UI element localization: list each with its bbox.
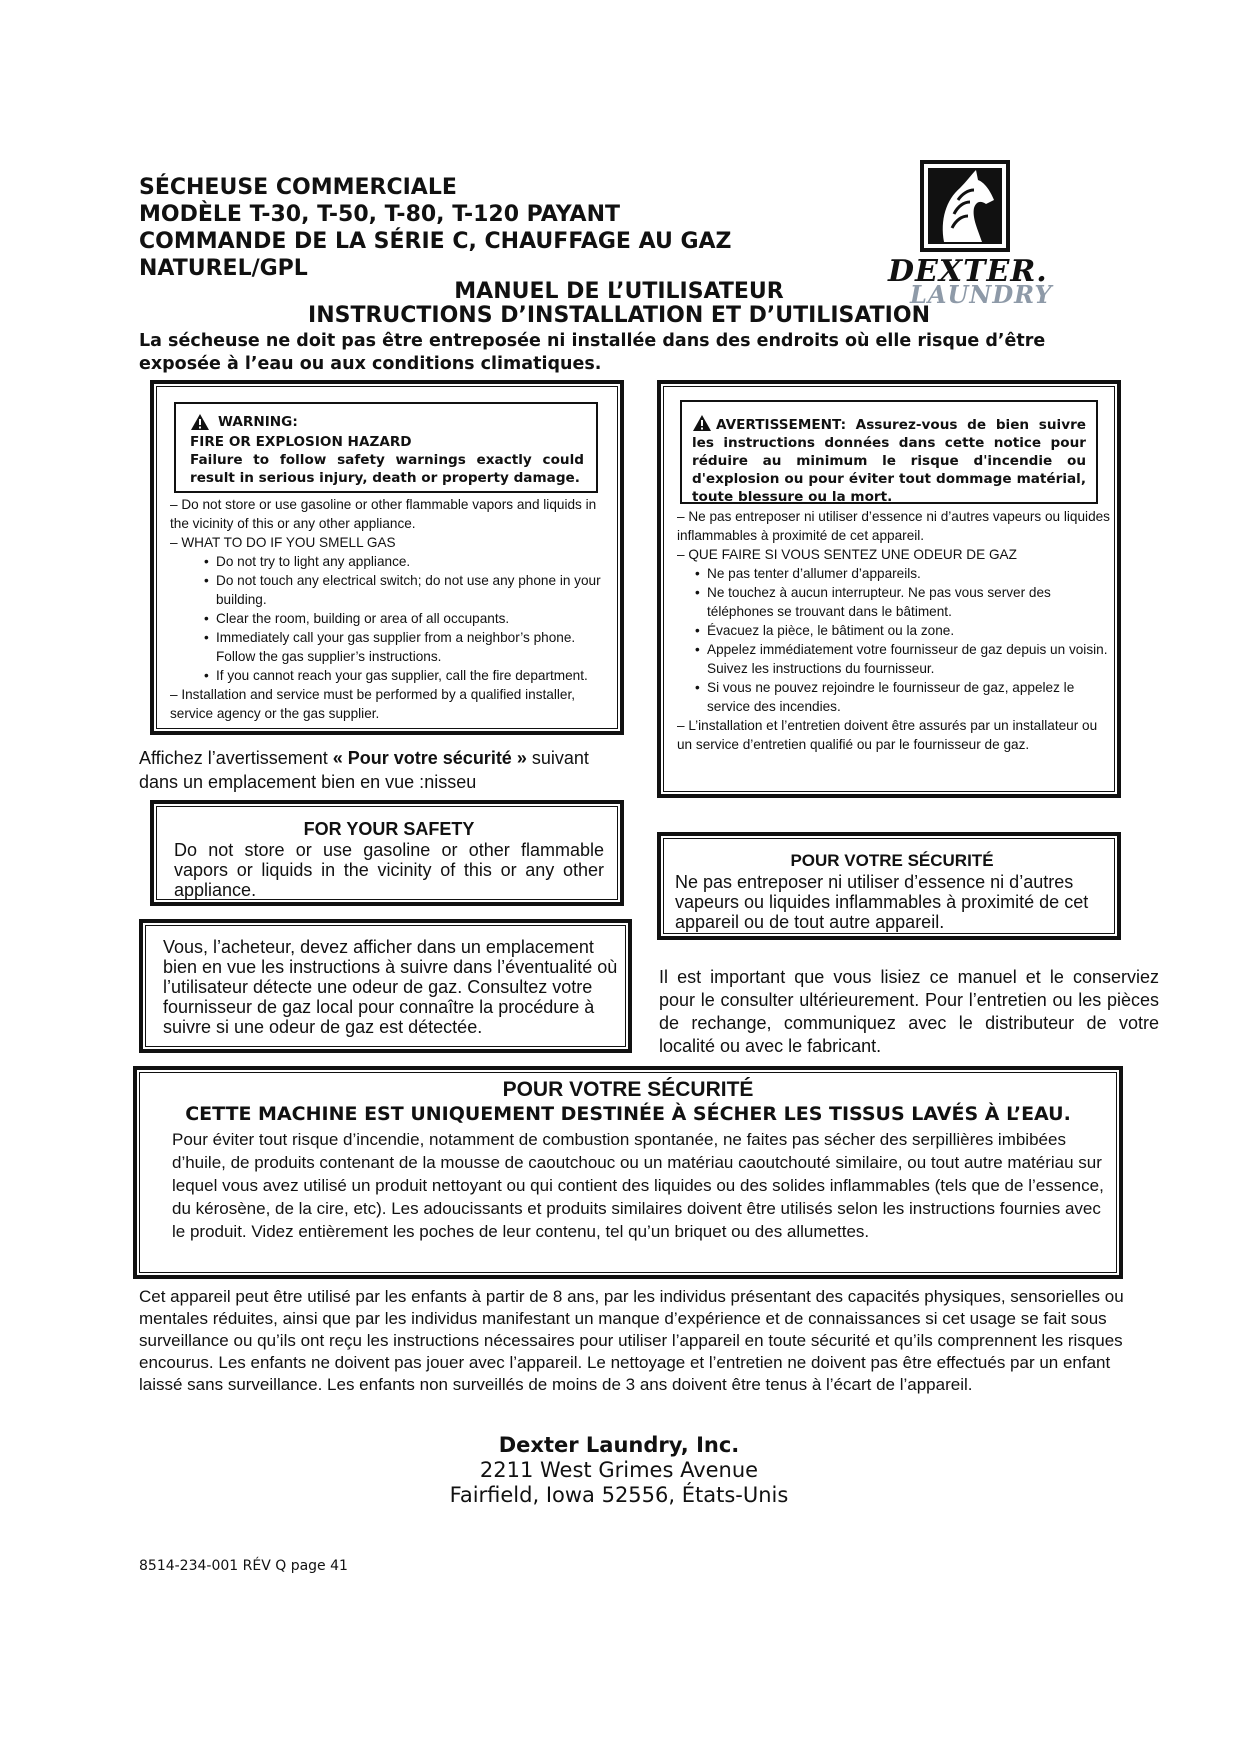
list-item: • Appelez immédiatement votre fournisseur de gaz depuis un voisin. Suivez les instructions du fournisseur. bbox=[683, 640, 1113, 678]
warning-title-en: WARNING: bbox=[218, 414, 298, 430]
list-item: • Clear the room, building or area of all occupants. bbox=[192, 609, 610, 628]
warning-body-en bbox=[170, 495, 610, 723]
company-name: Dexter Laundry, Inc. bbox=[498, 1433, 740, 1457]
display-note-after: suivant dans un emplacement bien en vue :nisseu bbox=[139, 748, 589, 792]
safety-body-fr: Ne pas entreposer ni utiliser d’essence ni d’autres vapeurs ou liquides inflammables à proximité de cet appareil ou de tout autre appareil. bbox=[675, 872, 1089, 932]
warning-header-en bbox=[174, 402, 598, 493]
buyer-body: Vous, l’acheteur, devez afficher dans un emplacement bien en vue les instructions à suivre dans l’éventualité où l’utilisateur détecte une odeur de gaz. Consultez votre fournisseur de gaz local pour connaître la procédure à suivre si une odeur de gaz est détectée. bbox=[163, 937, 618, 1037]
big-safety-body: Pour éviter tout risque d’incendie, notamment de combustion spontanée, ne faites pas sécher des serpillières imbibées d’huile, de produits contenant de la mousse de caoutchouc ou un matériau caoutchouté similaire, ou tout autre matériau sur lequel vous avez utilisé un produit nettoyant ou qui contient des liquides ou des solides inflammables (tels que de l’essence, du kérosène, de la cire, etc). Les adoucissants et produits similaires doivent être utilisés selon les instructions fournies avec le produit. Videz entièrement les poches de leur contenu, tel qu’un briquet ou des allumettes. bbox=[172, 1130, 1104, 1241]
list-item: • Si vous ne pouvez rejoindre le fournisseur de gaz, appelez le service des incendies. bbox=[683, 678, 1113, 716]
warning-line3-fr: – L’installation et l’entretien doivent être assurés par un installateur ou un service d’entretien qualifié ou par le fournisseur de gaz. bbox=[677, 718, 1098, 752]
display-note bbox=[139, 746, 629, 794]
list-item: • Évacuez la pièce, le bâtiment ou la zone. bbox=[683, 621, 1113, 640]
display-note-emph: « Pour votre sécurité » bbox=[332, 748, 527, 768]
title-line-1: SÉCHEUSE COMMERCIALE bbox=[139, 175, 457, 200]
warning-line2-en: – WHAT TO DO IF YOU SMELL GAS bbox=[170, 535, 396, 550]
manual-line-1: MANUEL DE L’UTILISATEUR bbox=[454, 279, 784, 304]
list-item: • Immediately call your gas supplier from a neighbor’s phone. Follow the gas supplier’s instructions. bbox=[192, 628, 610, 666]
warning-triangle-icon bbox=[692, 414, 712, 432]
safety-body-en: Do not store or use gasoline or other flammable vapors or liquids in the vicinity of this or any other appliance. bbox=[174, 840, 604, 900]
warning-line1-fr: – Ne pas entreposer ni utiliser d’essence ni d’autres vapeurs ou liquides inflammables à proximité de cet appareil. bbox=[677, 509, 1110, 543]
list-item: • Ne pas tenter d’allumer d’appareils. bbox=[683, 564, 1113, 583]
safety-title-fr: POUR VOTRE SÉCURITÉ bbox=[790, 851, 994, 870]
warning-hazard-en: FIRE OR EXPLOSION HAZARD bbox=[190, 434, 412, 450]
manual-title bbox=[139, 280, 1099, 328]
list-item: • Do not touch any electrical switch; do not use any phone in your building. bbox=[192, 571, 610, 609]
warning-line2-fr: – QUE FAIRE SI VOUS SENTEZ UNE ODEUR DE GAZ bbox=[677, 547, 1017, 562]
title-block bbox=[139, 174, 899, 282]
buyer-box bbox=[139, 919, 632, 1053]
warning-bullets-en bbox=[170, 552, 610, 685]
manual-line-2: INSTRUCTIONS D’INSTALLATION ET D’UTILISATION bbox=[308, 303, 930, 328]
street-address: 2211 West Grimes Avenue bbox=[479, 1458, 759, 1482]
title-line-2: MODÈLE T-30, T-50, T-80, T-120 PAYANT bbox=[139, 202, 620, 227]
list-item: • If you cannot reach your gas supplier, call the fire department. bbox=[192, 666, 610, 685]
title-line-3: COMMANDE DE LA SÉRIE C, CHAUFFAGE AU GAZ NATUREL/GPL bbox=[139, 229, 732, 281]
logo-dexter-text: DEXTER. bbox=[888, 254, 1048, 289]
warning-triangle-icon bbox=[190, 413, 210, 431]
dexter-logo bbox=[880, 160, 1060, 309]
safety-title-en: FOR YOUR SAFETY bbox=[303, 819, 475, 839]
safety-box-fr bbox=[657, 832, 1121, 940]
warning-bullets-fr bbox=[677, 564, 1113, 716]
warning-body-fr bbox=[677, 507, 1113, 754]
storage-warning: La sécheuse ne doit pas être entreposée ni installée dans des endroits où elle risque d’être exposée à l’eau ou aux conditions climatiques. bbox=[139, 331, 1046, 374]
keep-manual-note: Il est important que vous lisiez ce manuel et le conserviez pour le consulter ultérieurement. Pour l’entretien ou les pièces de rechange, communiquez avec le distributeur de votre localité ou avec le fabricant. bbox=[659, 967, 1159, 1056]
list-item: • Do not try to light any appliance. bbox=[192, 552, 610, 571]
big-safety-title: POUR VOTRE SÉCURITÉ bbox=[502, 1078, 754, 1101]
warning-line3-en: – Installation and service must be performed by a qualified installer, service agency or the gas supplier. bbox=[170, 687, 576, 721]
children-note: Cet appareil peut être utilisé par les enfants à partir de 8 ans, par les individus présentant des capacités physiques, sensorielles ou mentales réduites, ainsi que par les individus manifestant un manque d’expérience et de connaissances si cet usage se fait sous surveillance ou qu’ils ont reçu les instructions nécessaires pour utiliser l’appareil en toute sécurité et qu’ils comprennent les risques encourus. Les enfants ne doivent pas jouer avec l’appareil. Le nettoyage et l’entretien ne doivent pas être effectués par un enfant laissé sans surveillance. Les enfants non surveillés de moins de 3 ans doivent être tenus à l’écart de l’appareil. bbox=[139, 1287, 1124, 1394]
page-footer: 8514-234-001 RÉV Q page 41 bbox=[139, 1558, 348, 1574]
warning-consequence-en: Failure to follow safety warnings exactly could result in serious injury, death or property damage. bbox=[190, 452, 584, 486]
city-address: Fairfield, Iowa 52556, États-Unis bbox=[449, 1483, 789, 1507]
horse-logo-icon bbox=[920, 160, 1010, 252]
logo-laundry-text: LAUNDRY bbox=[910, 280, 1053, 309]
address-block bbox=[139, 1432, 1099, 1508]
safety-box-en bbox=[150, 800, 624, 906]
warning-line1-en: – Do not store or use gasoline or other flammable vapors and liquids in the vicinity of this or any other appliance. bbox=[170, 497, 597, 531]
display-note-before: Affichez l’avertissement bbox=[139, 748, 333, 768]
warning-title-fr: AVERTISSEMENT: Assurez-vous de bien suivre les instructions données dans cette notice pour réduire au minimum le risque d'incendie ou d'explosion ou pour éviter tout dommage matérial, toute blessure ou la mort. bbox=[692, 417, 1086, 505]
big-safety-subtitle: CETTE MACHINE EST UNIQUEMENT DESTINÉE À SÉCHER LES TISSUS LAVÉS À L’EAU. bbox=[185, 1103, 1071, 1125]
warning-header-fr bbox=[680, 400, 1098, 504]
list-item: • Ne touchez à aucun interrupteur. Ne pas vous server des téléphones se trouvant dans le bâtiment. bbox=[683, 583, 1113, 621]
